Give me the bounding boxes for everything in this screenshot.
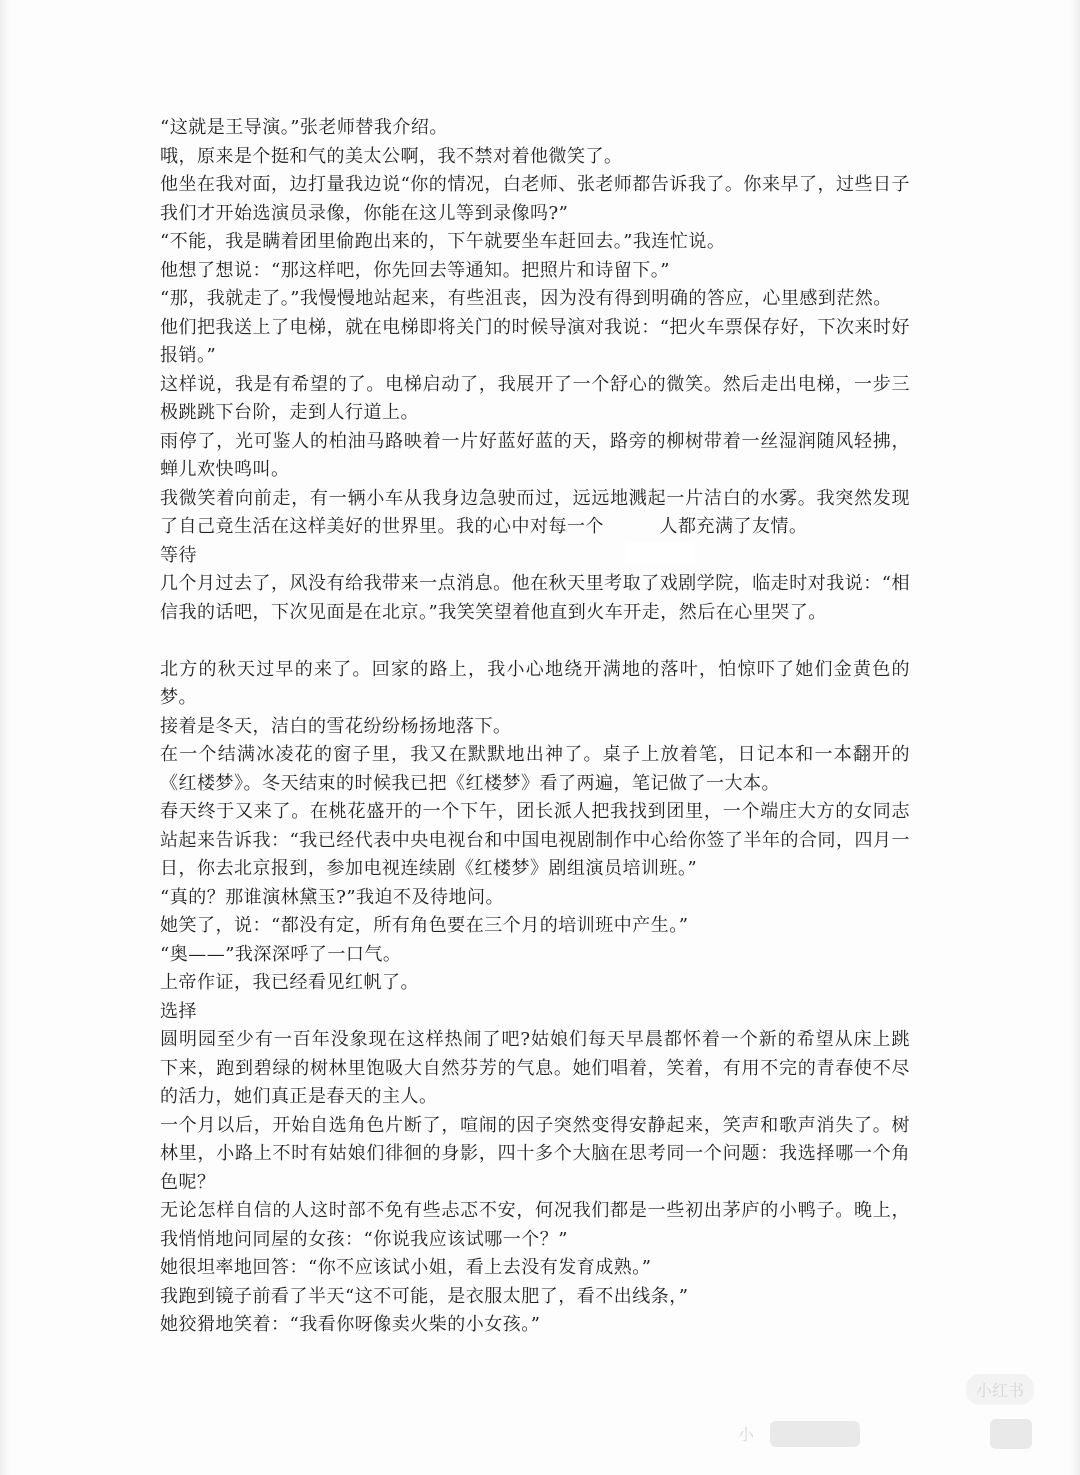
paragraph: “这就是王导演。”张老师替我介绍。 bbox=[160, 117, 448, 138]
paragraph: 接着是冬天，洁白的雪花纷纷杨扬地落下。 bbox=[160, 715, 512, 737]
watermark-footer: 小 bbox=[738, 1425, 755, 1444]
paragraph: 春天终于又来了。在桃花盛开的一个下午，团长派人把我找到团里，一个端庄大方的女同志站起来告诉我：“我已经代表中央电视台和中国电视剧制作中心给你签了半年的合同，四月一日，你去北京报到，参加电视连续剧《红楼梦》剧组演员培训班。” bbox=[160, 801, 910, 879]
page-edge-shadow-right bbox=[1070, 0, 1080, 1475]
paragraph: “真的？那谁演林黛玉?”我迫不及待地问。 bbox=[160, 886, 505, 908]
section-heading-waiting: 等待 bbox=[160, 544, 197, 566]
paragraph: 在一个结满冰凌花的窗子里，我又在默默地出神了。桌子上放着笔，日记本和一本翻开的《红楼梦》。冬天结束的时候我已把《红楼梦》看了两遍，笔记做了一大本。 bbox=[160, 744, 910, 794]
paragraph: 我微笑着向前走，有一辆小车从我身边急驶而过，远远地溅起一片洁白的水雾。我突然发现了自己竟生活在这样美好的世界里。我的心中对每一个 人都充满了友情。 bbox=[160, 487, 910, 537]
paragraph: 他坐在我对面，边打量我边说“你的情况，白老师、张老师都告诉我了。你来早了，过些日子我们才开始选演员录像，你能在这儿等到录像吗?” bbox=[160, 174, 910, 224]
paragraph: 雨停了，光可鉴人的柏油马路映着一片好蓝好蓝的天，路旁的柳树带着一丝湿润随风轻拂，蝉儿欢快鸣叫。 bbox=[160, 430, 910, 480]
document-body bbox=[160, 114, 910, 1340]
paragraph: “不能，我是瞒着团里偷跑出来的，下午就要坐车赶回去。”我连忙说。 bbox=[160, 231, 726, 252]
paragraph: 我跑到镜子前看了半天“这不可能，是衣服太肥了，看不出线条，” bbox=[160, 1285, 689, 1307]
section-heading-choice: 选择 bbox=[160, 1000, 197, 1022]
blurred-username bbox=[770, 1421, 860, 1447]
paragraph: 他们把我送上了电梯，就在电梯即将关门的时候导演对我说：“把火车票保存好，下次来时好报销。” bbox=[160, 316, 910, 366]
paragraph: 他想了想说：“那这样吧，你先回去等通知。把照片和诗留下。” bbox=[160, 259, 670, 281]
paragraph: 圆明园至少有一百年没象现在这样热闹了吧?姑娘们每天早晨都怀着一个新的希望从床上跳下来，跑到碧绿的树林里饱吸大自然芬芳的气息。她们唱着，笑着，有用不完的青春使不尽的活力，她们真正是春天的主人。 bbox=[160, 1029, 910, 1107]
paragraph: 几个月过去了，风没有给我带来一点消息。他在秋天里考取了戏剧学院，临走时对我说：“相信我的话吧，下次见面是在北京。”我笑笑望着他直到火车开走，然后在心里哭了。 bbox=[160, 573, 910, 623]
paragraph: 北方的秋天过早的来了。回家的路上，我小心地绕开满地的落叶，怕惊吓了她们金黄色的梦。 bbox=[160, 658, 910, 708]
paragraph: 无论怎样自信的人这时部不免有些忐忑不安，何况我们都是一些初出茅庐的小鸭子。晚上，我悄悄地问同屋的女孩：“你说我应该试哪一个？” bbox=[160, 1200, 910, 1250]
blank-line bbox=[160, 627, 910, 656]
paragraph: 上帝作证，我已经看见红帆了。 bbox=[160, 972, 419, 993]
paragraph: 这样说，我是有希望的了。电梯启动了，我展开了一个舒心的微笑。然后走出电梯，一步三极跳跳下台阶，走到人行道上。 bbox=[160, 373, 910, 423]
paragraph: “奥——”我深深呼了一口气。 bbox=[160, 943, 402, 965]
paragraph: 一个月以后，开始自选角色片断了，喧闹的因子突然变得安静起来，笑声和歌声消失了。树林里，小路上不时有姑娘们徘徊的身影，四十多个大脑在思考同一个问题：我选择哪一个角色呢？ bbox=[160, 1114, 910, 1193]
paragraph: 哦，原来是个挺和气的美太公啊，我不禁对着他微笑了。 bbox=[160, 145, 623, 167]
paragraph: 她笑了，说：“都没有定，所有角色要在三个月的培训班中产生。” bbox=[160, 915, 689, 936]
paragraph: “那，我就走了。”我慢慢地站起来，有些沮丧，因为没有得到明确的答应，心里感到茫然。 bbox=[160, 288, 892, 309]
page-edge-shadow-left bbox=[0, 0, 10, 1475]
blurred-avatar bbox=[990, 1419, 1032, 1449]
paragraph: 她很坦率地回答：“你不应该试小姐，看上去没有发育成熟。” bbox=[160, 1257, 652, 1278]
watermark-badge: 小红书 bbox=[966, 1374, 1034, 1405]
blurred-redaction bbox=[625, 542, 695, 564]
paragraph: 她狡猾地笑着：“我看你呀像卖火柴的小女孩。” bbox=[160, 1314, 541, 1335]
